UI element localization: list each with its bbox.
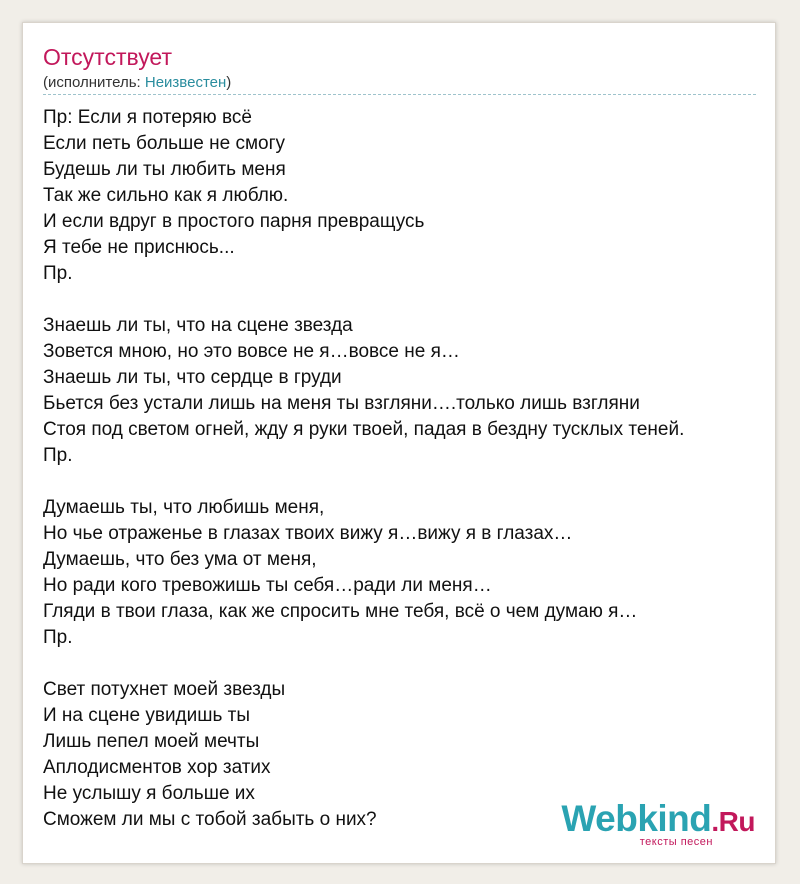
lyric-line: Гляди в твои глаза, как же спросить мне тебя, всё о чем думаю я… [43, 601, 638, 622]
lyric-line: Пр. [43, 627, 73, 648]
webkind-logo[interactable] [561, 798, 755, 848]
lyric-line: Знаешь ли ты, что сердце в груди [43, 367, 342, 388]
dashed-divider [43, 94, 756, 95]
lyric-line: Думаешь, что без ума от меня, [43, 549, 317, 570]
artist-prefix: (исполнитель: [43, 74, 145, 91]
lyric-line: Лишь пепел моей мечты [43, 731, 260, 752]
logo-tld: .Ru [711, 806, 755, 837]
artist-line [43, 73, 231, 93]
lyric-line: Знаешь ли ты, что на сцене звезда [43, 315, 353, 336]
logo-tagline: тексты песен [639, 836, 713, 848]
lyric-line: Стоя под светом огней, жду я руки твоей, падая в бездну тусклых теней. [43, 419, 685, 440]
lyrics-card [22, 22, 776, 864]
lyric-line: И на сцене увидишь ты [43, 705, 251, 726]
lyric-line: Я тебе не приснюсь... [43, 237, 235, 258]
lyric-line [43, 651, 763, 677]
lyric-line: И если вдруг в простого парня превращусь [43, 211, 425, 232]
lyric-line: Будешь ли ты любить меня [43, 159, 286, 180]
lyric-line [43, 469, 763, 495]
lyrics-text [43, 105, 763, 833]
artist-suffix: ) [226, 74, 232, 91]
lyric-line: Думаешь ты, что любишь меня, [43, 497, 325, 518]
lyric-line: Если петь больше не смогу [43, 133, 286, 154]
lyric-line: Но чье отраженье в глазах твоих вижу я…вижу я в глазах… [43, 523, 573, 544]
logo-name: Webkind [561, 798, 712, 839]
lyric-line: Пр. [43, 445, 73, 466]
lyric-line [43, 287, 763, 313]
lyric-line: Пр: Если я потеряю всё [43, 107, 252, 128]
lyric-line: Но ради кого тревожишь ты себя…ради ли меня… [43, 575, 492, 596]
lyric-line: Так же сильно как я люблю. [43, 185, 289, 206]
lyric-line: Свет потухнет моей звезды [43, 679, 286, 700]
lyric-line: Бьется без устали лишь на меня ты взгляни….только лишь взгляни [43, 393, 640, 414]
lyric-line: Аплодисментов хор затих [43, 757, 271, 778]
lyric-line: Зовется мною, но это вовсе не я…вовсе не я… [43, 341, 460, 362]
song-title: Отсутствует [43, 44, 172, 70]
lyric-line: Сможем ли мы с тобой забыть о них? [43, 809, 377, 830]
artist-link[interactable]: Неизвестен [144, 74, 227, 91]
lyric-line: Не услышу я больше их [43, 783, 255, 804]
lyric-line: Пр. [43, 263, 73, 284]
